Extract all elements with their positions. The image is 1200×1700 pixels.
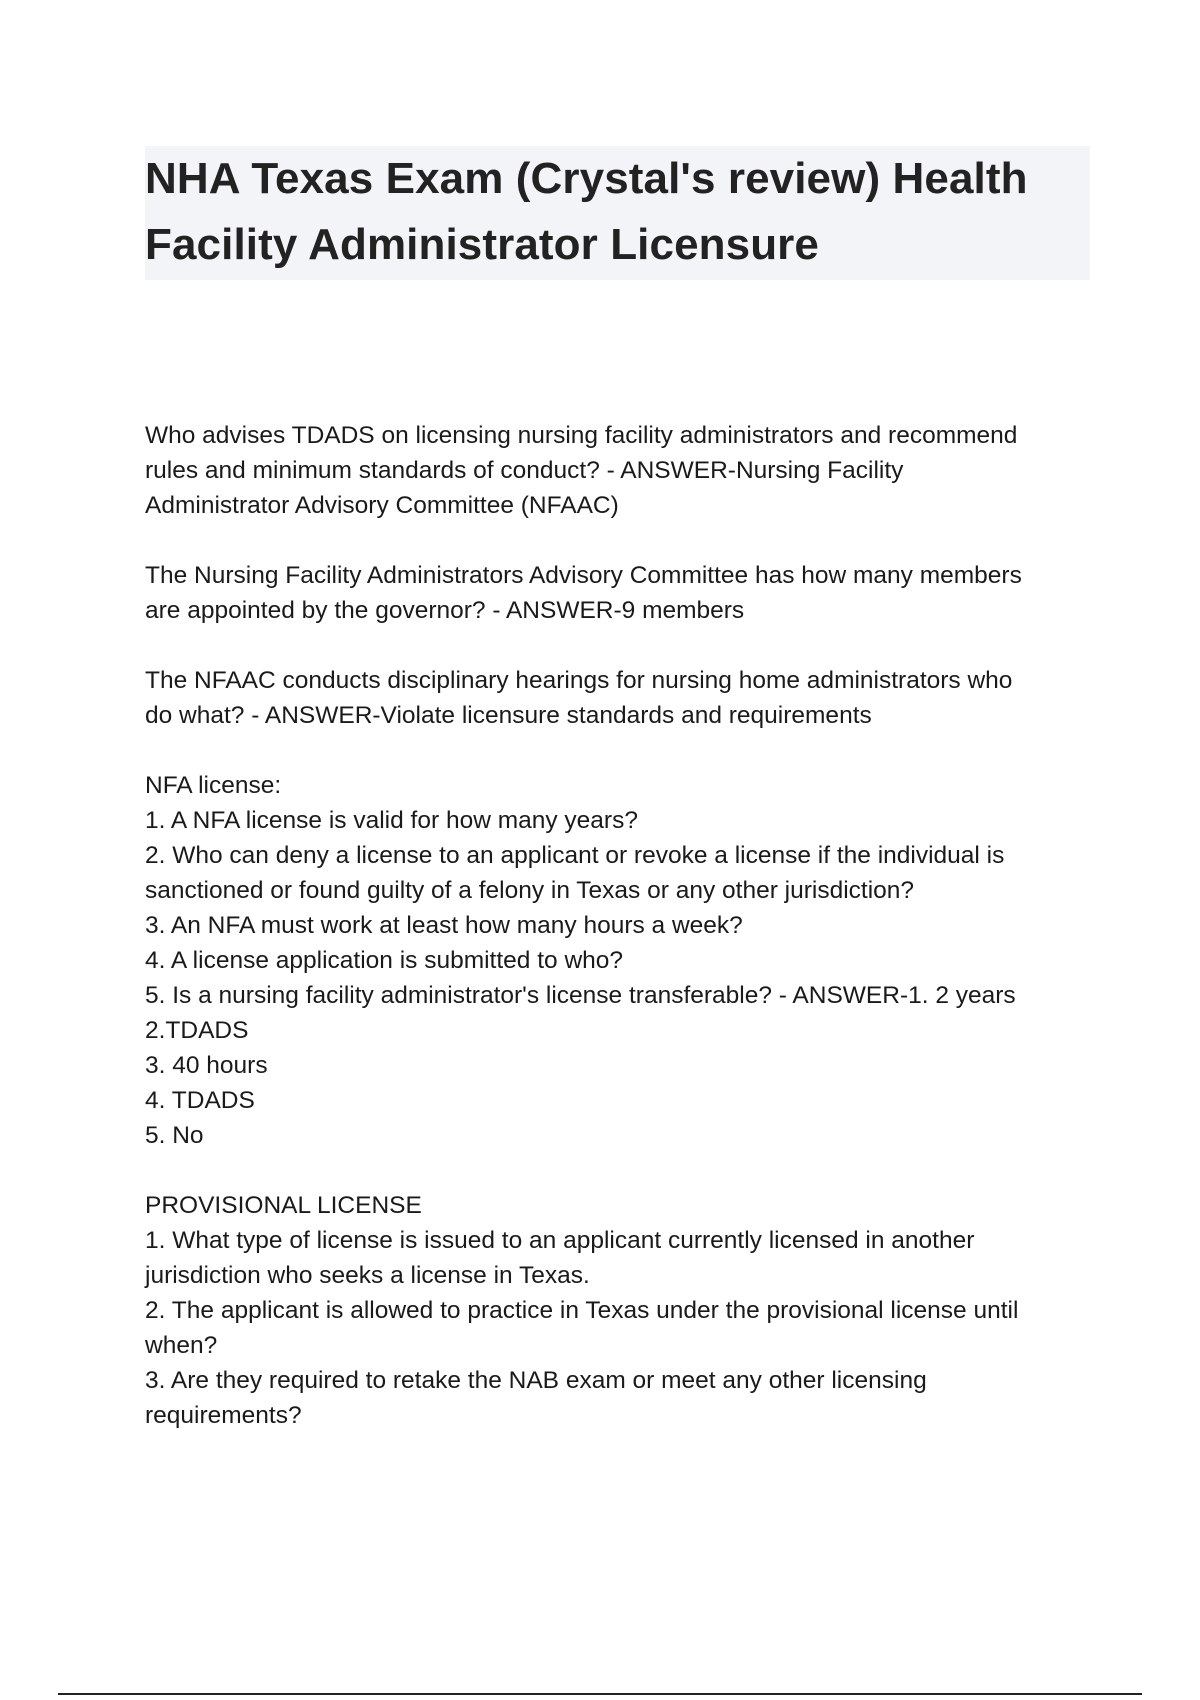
text-line: 4. TDADS (145, 1087, 255, 1114)
text-line: rules and minimum standards of conduct? - ANSWER-Nursing Facility (145, 457, 904, 484)
text-line: 2. The applicant is allowed to practice in Texas under the provisional license until (145, 1297, 1019, 1324)
text-line: jurisdiction who seeks a license in Texas. (145, 1262, 590, 1289)
text-line: 2.TDADS (145, 1017, 249, 1044)
text-line: 3. 40 hours (145, 1052, 268, 1079)
text-line: PROVISIONAL LICENSE (145, 1192, 422, 1219)
text-line: do what? - ANSWER-Violate licensure standards and requirements (145, 702, 872, 729)
text-line: requirements? (145, 1402, 302, 1429)
qa-block-disciplinary-hearings (145, 663, 1095, 733)
text-line: Administrator Advisory Committee (NFAAC) (145, 492, 619, 519)
text-line: 1. A NFA license is valid for how many years? (145, 807, 638, 834)
title-banner (145, 146, 1090, 280)
text-line: 1. What type of license is issued to an applicant currently licensed in another (145, 1227, 975, 1254)
text-line: 4. A license application is submitted to who? (145, 947, 624, 974)
text-line: The NFAAC conducts disciplinary hearings for nursing home administrators who (145, 667, 1013, 694)
title-line: Facility Administrator Licensure (145, 220, 819, 269)
text-line: 5. No (145, 1122, 204, 1149)
text-line: sanctioned or found guilty of a felony in Texas or any other jurisdiction? (145, 877, 915, 904)
text-line: 5. Is a nursing facility administrator's license transferable? - ANSWER-1. 2 years (145, 982, 1016, 1009)
text-line: The Nursing Facility Administrators Advisory Committee has how many members (145, 562, 1022, 589)
text-line: are appointed by the governor? - ANSWER-9 members (145, 597, 745, 624)
text-line: when? (145, 1332, 218, 1359)
page-bottom-divider (58, 1693, 1142, 1695)
qa-block-provisional-license (145, 1188, 1095, 1433)
document-body (145, 418, 1095, 1468)
qa-block-committee-members (145, 558, 1095, 628)
text-line: Who advises TDADS on licensing nursing facility administrators and recommend (145, 422, 1018, 449)
qa-block-nfa-license (145, 768, 1095, 1153)
qa-block-tdads-advisory (145, 418, 1095, 523)
text-line: 3. An NFA must work at least how many hours a week? (145, 912, 743, 939)
text-line: 2. Who can deny a license to an applicant or revoke a license if the individual is (145, 842, 1005, 869)
document-title (145, 146, 1090, 278)
title-line: NHA Texas Exam (Crystal's review) Health (145, 154, 1028, 203)
text-line: 3. Are they required to retake the NAB exam or meet any other licensing (145, 1367, 927, 1394)
text-line: NFA license: (145, 772, 282, 799)
